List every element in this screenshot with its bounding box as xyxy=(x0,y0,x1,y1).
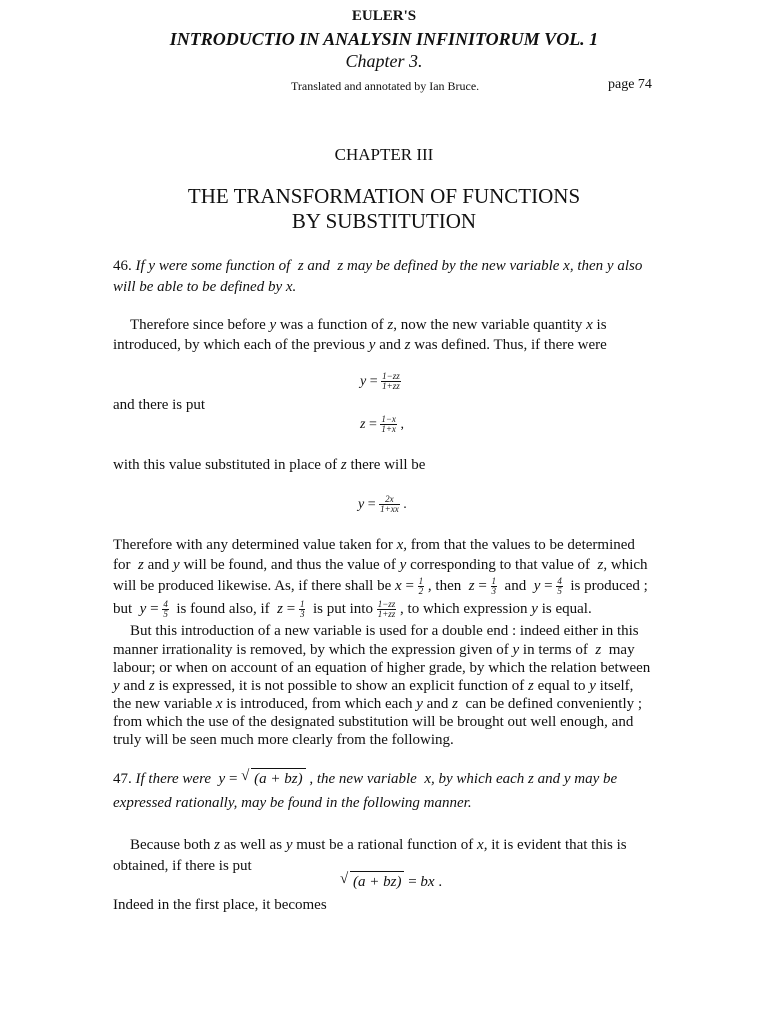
italic-run: y xyxy=(416,696,423,712)
text-line xyxy=(113,640,635,660)
denominator: 1+xx xyxy=(380,504,399,515)
italic-run: y xyxy=(113,678,120,694)
text-run: = xyxy=(282,601,299,617)
text-run: is equal. xyxy=(537,601,592,617)
fraction xyxy=(381,372,401,391)
text-run: is produced ; xyxy=(562,578,648,594)
denominator: 5 xyxy=(163,609,168,620)
denominator: 2 xyxy=(418,586,424,597)
chapter-title-line2: BY SUBSTITUTION xyxy=(291,209,477,233)
header-author: EULER'S xyxy=(351,8,417,24)
italic-run: z xyxy=(340,457,347,473)
denominator: 1+zz xyxy=(382,381,400,392)
text-run: from that the values to be determined xyxy=(407,537,635,553)
formula xyxy=(358,495,407,515)
text-run: = xyxy=(404,874,421,890)
formula xyxy=(360,415,404,435)
numerator: 4 xyxy=(163,599,168,610)
denominator: 3 xyxy=(299,609,305,620)
numerator: 1−x xyxy=(381,414,396,425)
text-run: is expressed, it is not possible to show an explicit function of xyxy=(154,678,528,694)
text-run: itself, xyxy=(595,678,634,694)
italic-run: y xyxy=(399,557,407,573)
header-work-title: INTRODUCTIO IN ANALYSIN INFINITORUM VOL. 1 xyxy=(169,29,599,49)
text-run: must be a rational function of xyxy=(292,837,478,853)
text-line xyxy=(113,694,642,714)
text-run: from which the use of the designated substitution will be brought out well enough, and xyxy=(113,714,634,730)
fraction xyxy=(377,600,397,619)
text-run: and xyxy=(375,337,405,353)
italic-run: z xyxy=(360,417,366,432)
italic-run: z xyxy=(148,678,155,694)
text-run: will be produced likewise. As, if there shall be xyxy=(113,578,396,594)
text-run: and there is put xyxy=(113,397,206,413)
text-run: is found also, if xyxy=(168,601,278,617)
text-line xyxy=(113,712,633,732)
text-run: , now the new variable quantity xyxy=(393,317,587,333)
italic-run: will be able to be defined by x. xyxy=(113,279,297,295)
numerator: 1 xyxy=(491,576,497,587)
text-line xyxy=(113,793,472,813)
text-run: . xyxy=(434,874,443,890)
text-run: corresponding to that value of xyxy=(406,557,598,573)
italic-run: z xyxy=(404,337,411,353)
italic-run: x, xyxy=(396,537,408,553)
fraction xyxy=(380,415,397,434)
text-run: is put into xyxy=(305,601,377,617)
text-line xyxy=(113,730,454,750)
text-run: = xyxy=(146,601,163,617)
text-line xyxy=(113,455,425,475)
text-run: and xyxy=(143,557,174,573)
formula xyxy=(360,372,401,392)
italic-run: z xyxy=(452,696,458,712)
text-run: labour; or when on account of an equation of higher grade, by which the relation between xyxy=(113,660,651,676)
italic-run: y xyxy=(589,678,596,694)
text-run: 47. xyxy=(113,771,136,787)
text-run: But this introduction of a new variable is used for a double end : indeed either in this xyxy=(130,623,639,639)
numerator: 1 xyxy=(418,576,424,587)
fraction xyxy=(379,495,400,514)
text-run: is xyxy=(592,317,607,333)
text-run: there will be xyxy=(346,457,426,473)
denominator: 1+x xyxy=(381,424,396,435)
text-run: as well as xyxy=(219,837,286,853)
italic-run: y xyxy=(533,578,541,594)
text-line xyxy=(113,895,327,915)
text-run: , xyxy=(396,417,404,432)
text-line xyxy=(113,576,648,596)
italic-run: z xyxy=(468,578,475,594)
chapter-title-line1: THE TRANSFORMATION OF FUNCTIONS xyxy=(187,184,581,208)
text-run: was a function of xyxy=(276,317,388,333)
text-line xyxy=(113,676,633,696)
italic-run: y xyxy=(512,642,520,658)
numerator: 4 xyxy=(557,576,562,587)
denominator: 5 xyxy=(557,586,562,597)
text-line xyxy=(113,256,642,276)
text-run: = xyxy=(401,578,418,594)
text-run: can be defined conveniently ; xyxy=(457,696,643,712)
text-run: 46. xyxy=(113,258,136,274)
numerator: 1−zz xyxy=(382,371,400,382)
italic-run: expressed rationally, may be found in the following manner. xyxy=(113,795,472,811)
text-run: which xyxy=(607,557,648,573)
text-line xyxy=(113,658,650,678)
text-run: , then xyxy=(424,578,469,594)
text-run: Therefore with any determined value taken for xyxy=(113,537,397,553)
text-run: in terms of xyxy=(519,642,596,658)
italic-run: z xyxy=(277,601,283,617)
text-run: is introduced, from which each xyxy=(222,696,417,712)
italic-run: z xyxy=(595,642,602,658)
text-run: = xyxy=(365,417,381,432)
italic-run: x, xyxy=(477,837,488,853)
italic-run: , the new variable x, by which each z and y may be xyxy=(305,771,618,787)
italic-run: x xyxy=(586,317,593,333)
text-run: and xyxy=(422,696,453,712)
text-run: Therefore since before xyxy=(130,317,270,333)
text-run: obtained, if there is put xyxy=(113,858,252,874)
text-run: and xyxy=(497,578,534,594)
text-run: = xyxy=(225,771,242,787)
text-run: equal to xyxy=(533,678,590,694)
italic-run: If y were some function of z and z may be defined by the new variable x, then y also xyxy=(135,258,643,274)
square-root: √ (a + bz) xyxy=(350,871,404,892)
italic-run: y xyxy=(531,601,538,617)
header-chapter: Chapter 3. xyxy=(345,51,423,71)
text-line xyxy=(113,535,635,555)
text-line xyxy=(113,856,252,876)
text-line xyxy=(130,621,639,641)
italic-run: y xyxy=(139,601,147,617)
denominator: 3 xyxy=(491,586,497,597)
text-line xyxy=(113,277,296,297)
text-line xyxy=(113,555,648,575)
text-line xyxy=(113,395,205,415)
italic-run: y xyxy=(360,374,367,389)
text-run: , to which expression xyxy=(396,601,532,617)
italic-run: y xyxy=(269,317,277,333)
text-run: the new variable xyxy=(113,696,216,712)
text-run: Indeed in the first place, it becomes xyxy=(113,897,327,913)
text-run: and xyxy=(119,678,149,694)
text-run: manner irrationality is removed, by which the expression given of xyxy=(113,642,513,658)
italic-run: If there were y xyxy=(135,771,226,787)
italic-run: x xyxy=(395,578,402,594)
italic-run: z xyxy=(527,678,534,694)
numerator: 2x xyxy=(379,495,400,505)
text-run: truly will be seen much more clearly from the following. xyxy=(113,732,454,748)
italic-run: y xyxy=(368,337,376,353)
text-run: for xyxy=(113,557,138,573)
numerator: 1 xyxy=(299,599,305,610)
text-run: = xyxy=(540,578,557,594)
text-run: = xyxy=(474,578,491,594)
text-run: was defined. Thus, if there were xyxy=(410,337,607,353)
text-run: will be found, and thus the value of xyxy=(179,557,400,573)
italic-run: x xyxy=(215,696,223,712)
page-number: page 74 xyxy=(608,77,652,92)
italic-run: y xyxy=(173,557,180,573)
text-line xyxy=(130,315,607,335)
numerator: 1−zz xyxy=(377,599,396,610)
denominator: 1+zz xyxy=(377,609,396,620)
chapter-heading: CHAPTER III xyxy=(334,145,434,164)
italic-run: y xyxy=(285,837,293,853)
text-run: . xyxy=(399,497,407,512)
text-run: = xyxy=(364,497,380,512)
italic-run: z xyxy=(387,317,394,333)
text-run: Because both xyxy=(130,837,215,853)
text-line xyxy=(113,768,617,789)
italic-run: z xyxy=(214,837,220,853)
italic-run: z xyxy=(138,557,144,573)
text-run: introduced, by which each of the previous xyxy=(113,337,369,353)
text-line xyxy=(113,335,607,355)
italic-run: y xyxy=(358,497,365,512)
text-line xyxy=(130,835,627,855)
formula xyxy=(340,871,442,892)
italic-run: bx xyxy=(420,874,435,890)
text-line xyxy=(113,599,592,619)
text-run: may xyxy=(601,642,635,658)
header-translator: Translated and annotated by Ian Bruce. xyxy=(291,79,480,93)
square-root: √ (a + bz) xyxy=(251,768,305,789)
text-run: but xyxy=(113,601,140,617)
text-run: with this value substituted in place of xyxy=(113,457,341,473)
text-run: = xyxy=(366,374,382,389)
text-run: it is evident that this is xyxy=(487,837,627,853)
italic-run: z, xyxy=(597,557,608,573)
